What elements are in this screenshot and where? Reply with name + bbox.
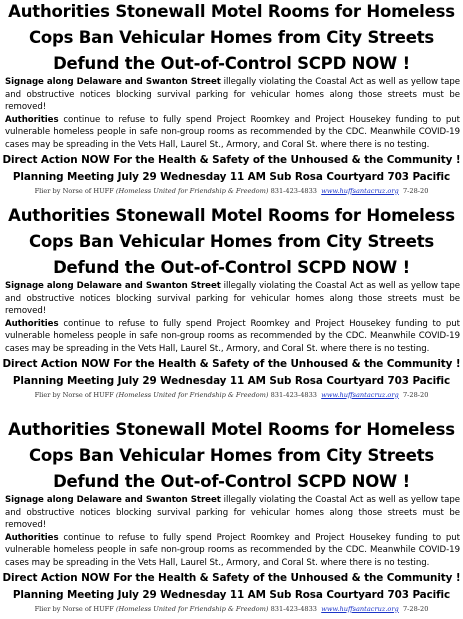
authorities-bold: Authorities xyxy=(5,114,59,125)
headline-motel: Authorities Stonewall Motel Rooms for Homeless xyxy=(8,420,455,439)
body-text xyxy=(0,280,463,356)
huff-website-link[interactable]: www.huffsantacruz.org xyxy=(321,186,399,195)
headline-defund: Defund the Out-of-Control SCPD NOW ! xyxy=(53,472,410,491)
credit-phone: 831-423-4833 xyxy=(270,390,317,399)
authorities-text: continue to refuse to fully spend Project Roomkey and Project Housekey funding to put vulnerable homeless people in safe non-group rooms as recommended by the CDC. Meanwhile COVID-19 cases may be spreading in the Vets Hall, Laurel St., Armory, and Coral St. where there is no testing. xyxy=(5,318,460,354)
authorities-bold: Authorities xyxy=(5,532,59,543)
headline-motel: Authorities Stonewall Motel Rooms for Homeless xyxy=(8,2,455,21)
credit-phone: 831-423-4833 xyxy=(270,604,317,613)
planning-meeting-line: Planning Meeting July 29 Wednesday 11 AM Sub Rosa Courtyard 703 Pacific xyxy=(12,170,451,183)
flier-3 xyxy=(0,418,463,614)
credit-prefix: Flier by Norse of HUFF xyxy=(34,604,114,613)
signage-bold: Signage along Delaware and Swanton Street xyxy=(5,281,221,291)
planning-meeting-line: Planning Meeting July 29 Wednesday 11 AM Sub Rosa Courtyard 703 Pacific xyxy=(12,374,451,387)
flier-2 xyxy=(0,204,463,400)
body-text xyxy=(0,76,463,152)
credit-org: (Homeless United for Friendship & Freedom) xyxy=(115,390,269,399)
credit-prefix: Flier by Norse of HUFF xyxy=(34,390,114,399)
credit-date: 7-28-20 xyxy=(402,186,429,195)
headline-defund: Defund the Out-of-Control SCPD NOW ! xyxy=(53,54,410,73)
headline-cops: Cops Ban Vehicular Homes from City Streets xyxy=(28,232,435,251)
authorities-text: continue to refuse to fully spend Project Roomkey and Project Housekey funding to put vulnerable homeless people in safe non-group rooms as recommended by the CDC. Meanwhile COVID-19 cases may be spreading in the Vets Hall, Laurel St., Armory, and Coral St. where there is no testing. xyxy=(5,114,460,150)
signage-text: illegally violating the Coastal Act as well as yellow tape and obstructive notices blocking survival parking for vehicular homes along those streets must be removed! xyxy=(5,281,460,317)
signage-bold: Signage along Delaware and Swanton Street xyxy=(5,77,221,87)
signage-bold: Signage along Delaware and Swanton Street xyxy=(5,495,221,505)
headline-cops: Cops Ban Vehicular Homes from City Streets xyxy=(28,446,435,465)
flier-1 xyxy=(0,0,463,196)
credit-org: (Homeless United for Friendship & Freedom) xyxy=(115,604,269,613)
direct-action-line: Direct Action NOW For the Health & Safety of the Unhoused & the Community ! xyxy=(2,571,461,584)
credit-line xyxy=(0,604,463,614)
headline-motel: Authorities Stonewall Motel Rooms for Homeless xyxy=(8,206,455,225)
direct-action-line: Direct Action NOW For the Health & Safety of the Unhoused & the Community ! xyxy=(2,357,461,370)
credit-phone: 831-423-4833 xyxy=(270,186,317,195)
direct-action-line: Direct Action NOW For the Health & Safety of the Unhoused & the Community ! xyxy=(2,153,461,166)
signage-text: illegally violating the Coastal Act as well as yellow tape and obstructive notices blocking survival parking for vehicular homes along those streets must be removed! xyxy=(5,495,460,531)
credit-line xyxy=(0,186,463,196)
body-text xyxy=(0,494,463,570)
planning-meeting-line: Planning Meeting July 29 Wednesday 11 AM Sub Rosa Courtyard 703 Pacific xyxy=(12,588,451,601)
credit-org: (Homeless United for Friendship & Freedom) xyxy=(115,186,269,195)
headline-defund: Defund the Out-of-Control SCPD NOW ! xyxy=(53,258,410,277)
huff-website-link[interactable]: www.huffsantacruz.org xyxy=(321,390,399,399)
signage-text: illegally violating the Coastal Act as well as yellow tape and obstructive notices blocking survival parking for vehicular homes along those streets must be removed! xyxy=(5,77,460,113)
credit-date: 7-28-20 xyxy=(402,390,429,399)
authorities-bold: Authorities xyxy=(5,318,59,329)
authorities-text: continue to refuse to fully spend Project Roomkey and Project Housekey funding to put vulnerable homeless people in safe non-group rooms as recommended by the CDC. Meanwhile COVID-19 cases may be spreading in the Vets Hall, Laurel St., Armory, and Coral St. where there is no testing. xyxy=(5,532,460,568)
credit-date: 7-28-20 xyxy=(402,604,429,613)
credit-line xyxy=(0,390,463,400)
huff-website-link[interactable]: www.huffsantacruz.org xyxy=(321,604,399,613)
credit-prefix: Flier by Norse of HUFF xyxy=(34,186,114,195)
headline-cops: Cops Ban Vehicular Homes from City Streets xyxy=(28,28,435,47)
